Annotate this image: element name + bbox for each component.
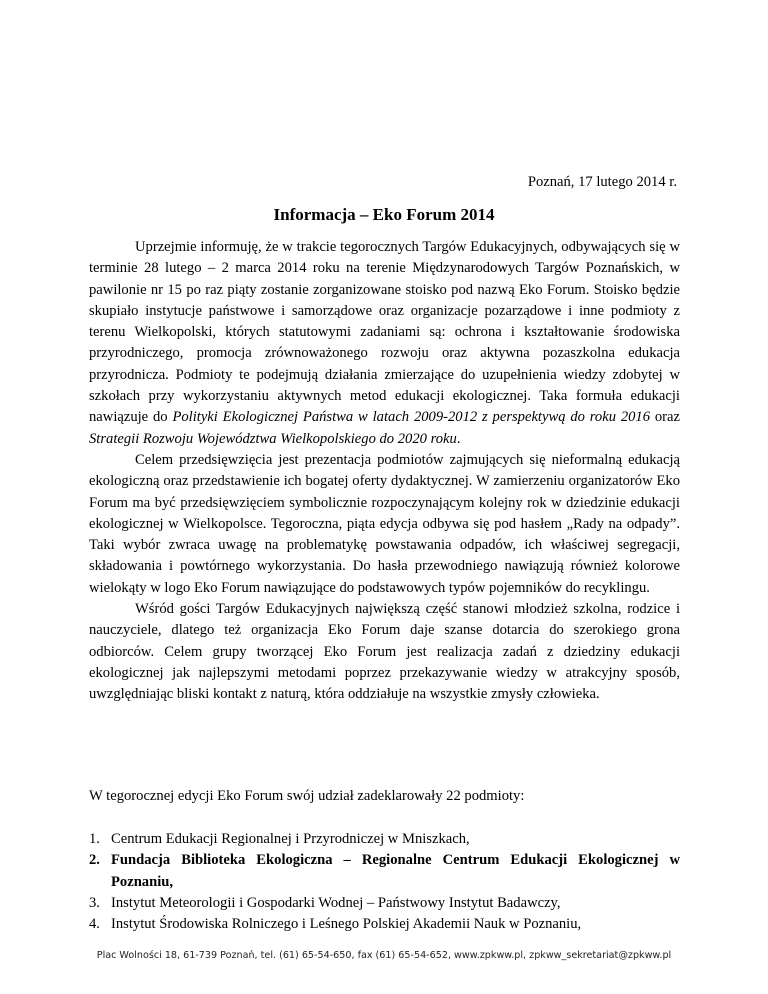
- list-item-number: 3.: [89, 894, 100, 911]
- paragraph-audience: Wśród gości Targów Edukacyjnych największą część stanowi młodzież szkolna, rodzice i nauczyciele, dlatego też organizacja Eko Forum daje szanse dotarcia do szerokiego grona odbiorców. Celem grupy tworzącej Eko Forum jest realizacja zadań z dziedziny edukacji ekologicznej jak najlepszymi metodami poprzez przekazywanie wiedzy w atrakcyjny sposób, uwzględniając bliski kontakt z naturą, która oddziałuje na wszystkie zmysły człowieka.: [89, 601, 680, 703]
- participants-intro: W tegorocznej edycji Eko Forum swój udział zadeklarowały 22 podmioty:: [89, 788, 525, 804]
- list-item: [89, 829, 680, 850]
- paragraph-intro-text: Uprzejmie informuję, że w trakcie tegorocznych Targów Edukacyjnych, odbywających się w terminie 28 lutego – 2 marca 2014 roku na terenie Międzynarodowych Targów Poznańskich, w pawilonie nr 15 po raz piąty zostanie zorganizowane stoisko pod nazwą Eko Forum. Stoisko będzie skupiało instytucje państwowe i samorządowe oraz organizacje pozarządowe i inne podmioty z terenu Wielkopolski, których statutowymi zadaniami są: ochrona i kształtowanie środowiska przyrodniczego, promocja zrównoważonego rozwoju oraz aktywna pozaszkolna edukacja przyrodnicza. Podmioty te podejmują działania zmierzające do uzupełnienia wiedzy zdobytej w szkołach przy wykorzystaniu aktywnych metod edukacji ekologicznej. Taka formuła edukacji nawiązuje do: [89, 239, 680, 426]
- policy-title-italic: Polityki Ekologicznej Państwa w latach 2009-2012 z perspektywą do roku 2016: [172, 409, 651, 426]
- document-date: Poznań, 17 lutego 2014 r.: [527, 174, 677, 190]
- page-footer: Plac Wolności 18, 61-739 Poznań, tel. (61) 65-54-650, fax (61) 65-54-652, www.zpkww.pl, zpkww_sekretariat@zpkww.pl: [96, 950, 672, 961]
- paragraph-intro: [89, 237, 680, 450]
- list-item: [89, 914, 680, 935]
- list-item-number: 1.: [89, 831, 100, 847]
- list-item: [89, 893, 680, 914]
- document-title: Informacja – Eko Forum 2014: [273, 205, 495, 224]
- document-body: [89, 237, 680, 706]
- participants-list: [89, 829, 680, 935]
- list-item-name: Fundacja Biblioteka Ekologiczna – Regionalne Centrum Edukacji Ekologicznej w Poznaniu,: [111, 852, 680, 890]
- strategy-title-italic: Strategii Rozwoju Województwa Wielkopolskiego do 2020 roku: [89, 430, 457, 447]
- list-item-name: Centrum Edukacji Regionalnej i Przyrodniczej w Mniszkach,: [111, 831, 470, 847]
- list-item: [89, 850, 680, 893]
- list-item-number: 4.: [89, 916, 100, 933]
- list-item-name: Instytut Środowiska Rolniczego i Leśnego Polskiej Akademii Nauk w Poznaniu,: [111, 916, 582, 933]
- list-item-number: 2.: [89, 852, 100, 869]
- list-item-name: Instytut Meteorologii i Gospodarki Wodnej – Państwowy Instytut Badawczy,: [111, 894, 561, 911]
- paragraph-purpose: Celem przedsięwzięcia jest prezentacja podmiotów zajmujących się nieformalną edukacją ekologiczną oraz przedstawienie ich bogatej oferty dydaktycznej. W zamierzeniu organizatorów Eko Forum ma być przedsięwzięciem symbolicznie rozpoczynającym kolejny rok w dziedzinie edukacji ekologicznej w Wielkopolsce. Tegoroczna, piąta edycja odbywa się pod hasłem „Rady na odpady”. Taki wybór zwraca uwagę na problematykę powstawania odpadów, ich właściwej segregacji, składowania i powtórnego wykorzystania. Do hasła przewodniego nawiązują również kolorowe wielokąty w logo Eko Forum nawiązujące do podstawowych typów pojemników do recyklingu.: [89, 451, 680, 596]
- paragraph-intro-end: .: [456, 430, 461, 447]
- paragraph-intro-connector: oraz: [650, 409, 680, 426]
